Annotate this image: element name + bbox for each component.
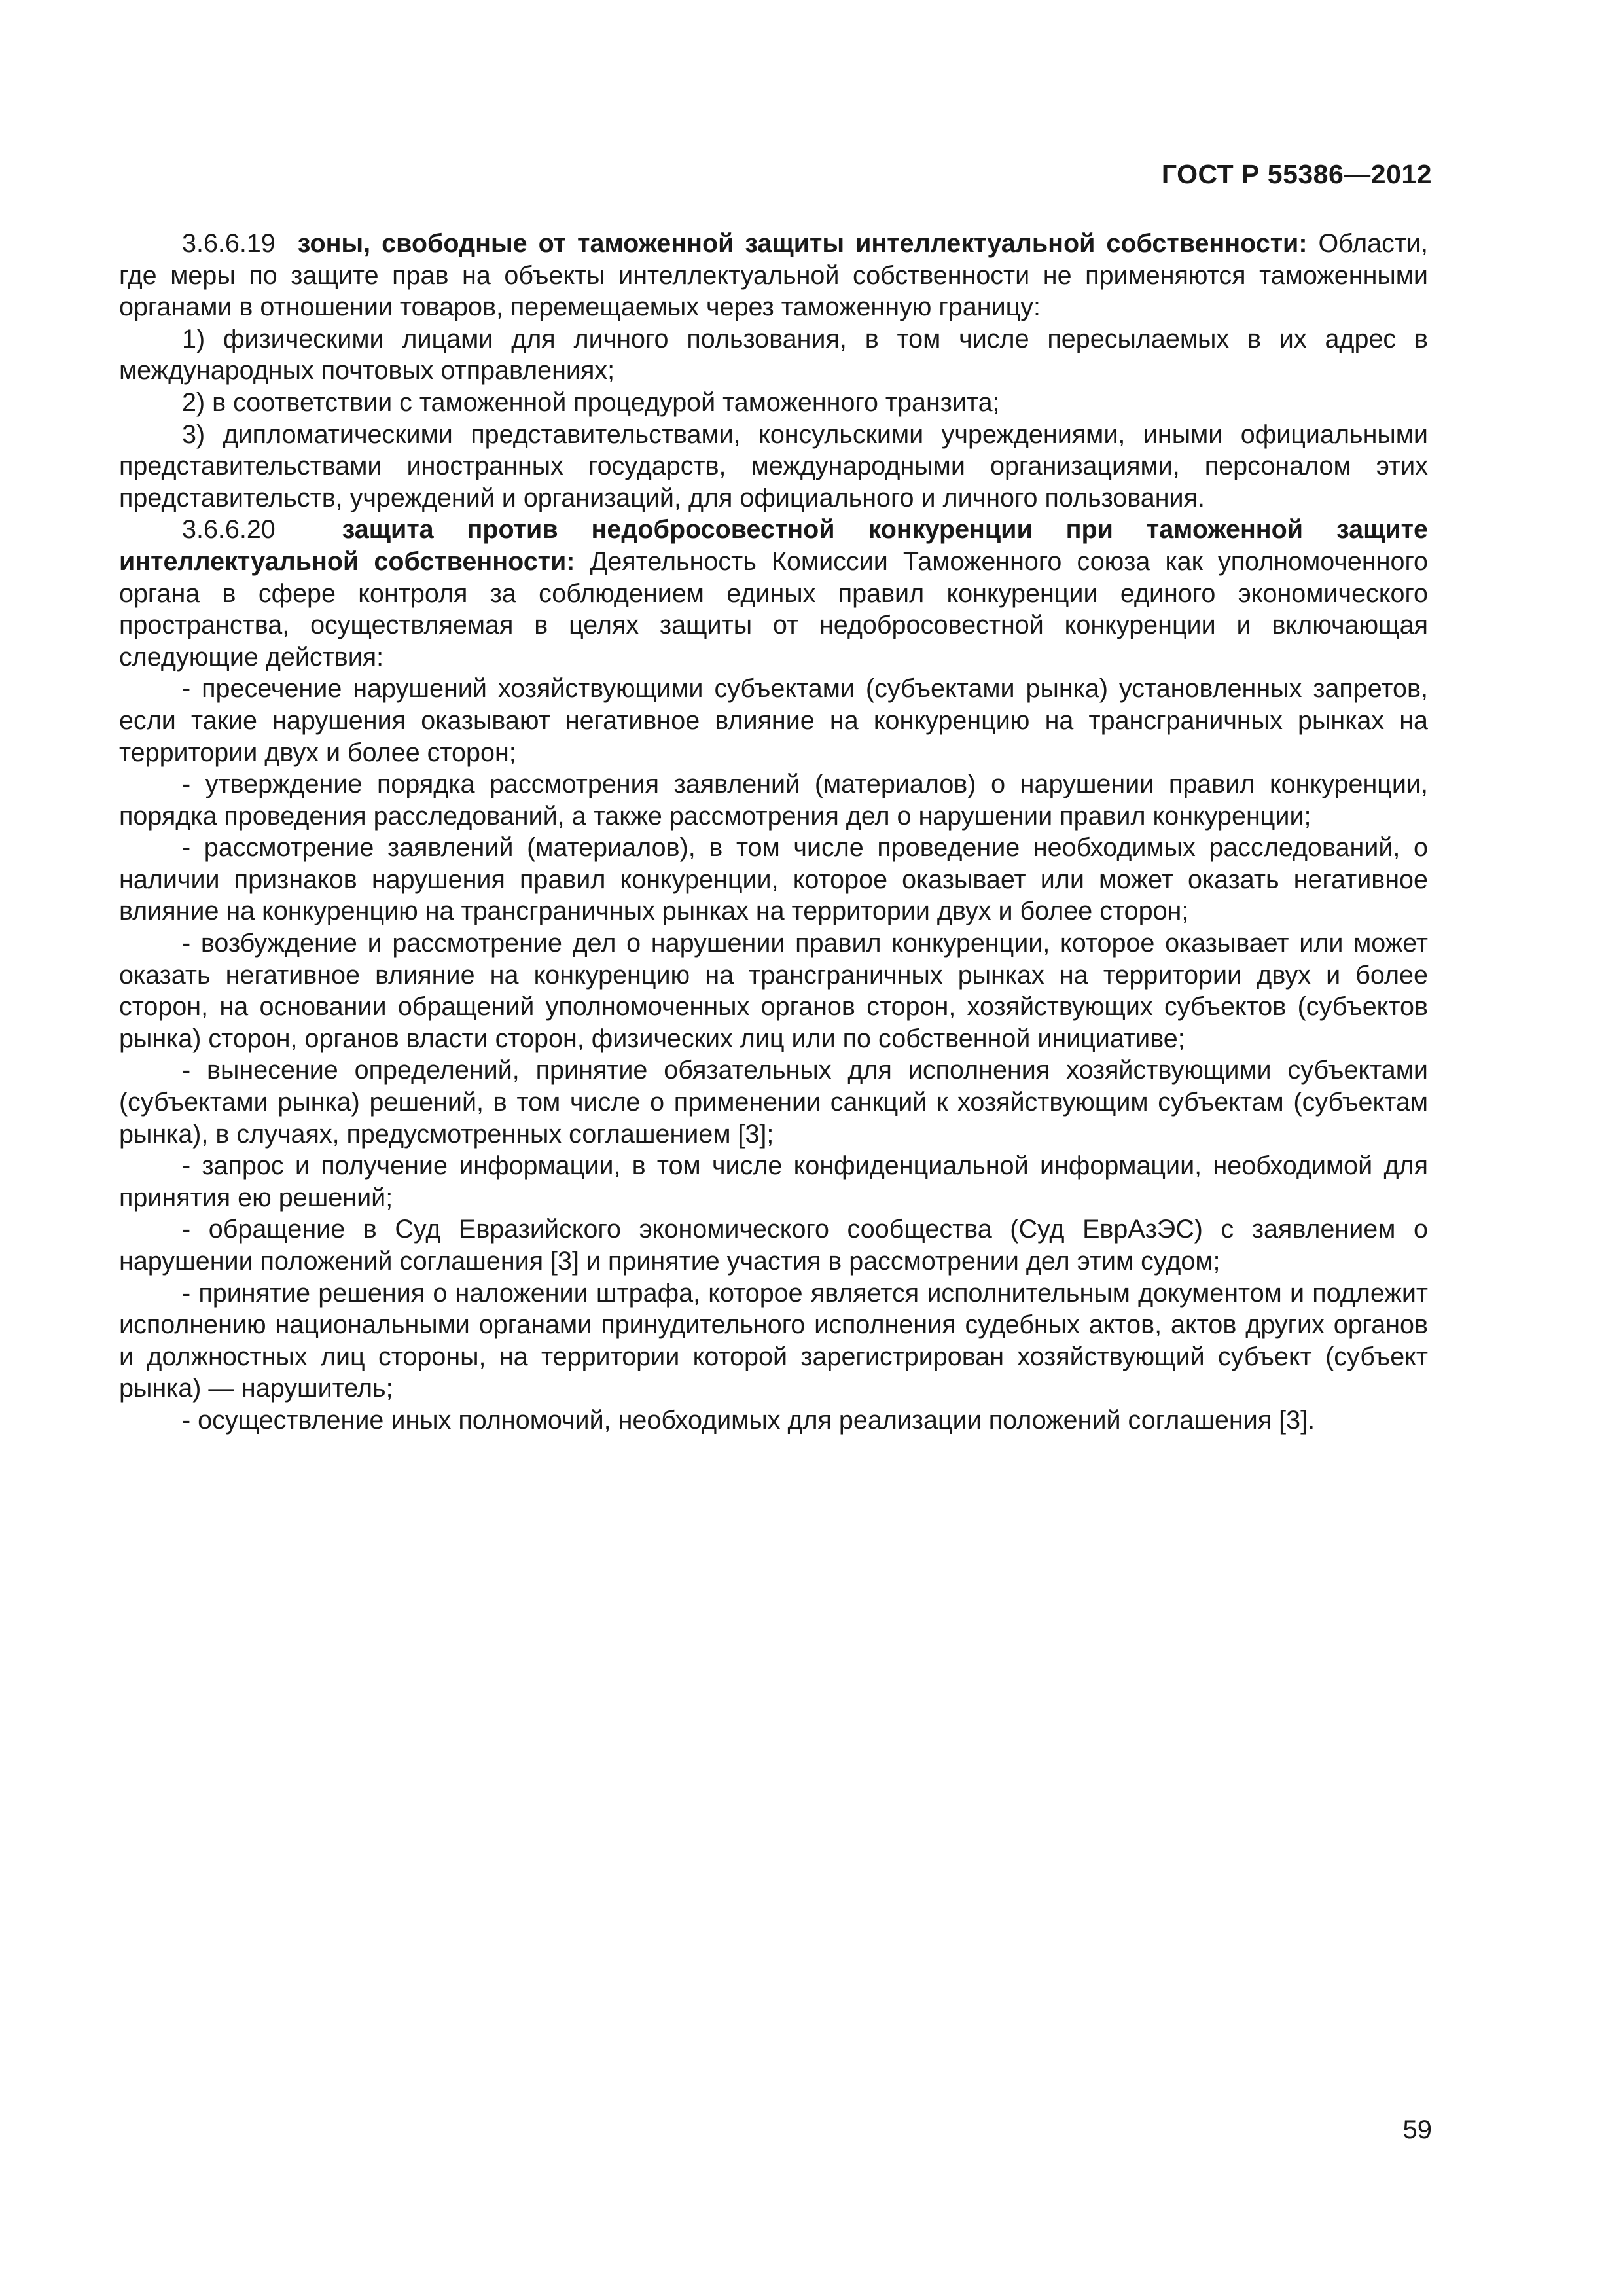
list-item: - запрос и получение информации, в том числе конфиденциальной информации, необходимой для принятия ею решений;	[119, 1151, 1428, 1212]
list-item: - осуществление иных полномочий, необходимых для реализации положений соглашения [3].	[182, 1405, 1315, 1435]
list-item: - обращение в Суд Евразийского экономического сообщества (Суд ЕврАзЭС) с заявлением о нарушении положений соглашения [3] и принятие участия в рассмотрении дел этим судом;	[119, 1215, 1428, 1276]
list-item: 3) дипломатическими представительствами, консульскими учреждениями, иными официальными представительствами иностранных государств, международными организациями, персоналом этих представительств, учреждений и организаций, для официального и личного пользования.	[119, 420, 1428, 512]
list-item: - вынесение определений, принятие обязательных для исполнения хозяйствующими субъектами (субъектами рынка) решений, в том числе о применении санкций к хозяйствующим субъектам (субъектам рынка), в случаях, предусмотренных соглашением [3];	[119, 1056, 1428, 1149]
clause-number: 3.6.6.19	[182, 229, 276, 258]
list-item: - принятие решения о наложении штрафа, которое является исполнительным документом и подлежит исполнению национальными органами принудительного исполнения судебных актов, актов других органов и должностных лиц стороны, на территории которой зарегистрирован хозяйствующий субъект (субъект рынка) — нарушитель;	[119, 1278, 1428, 1403]
list-item: - рассмотрение заявлений (материалов), в том числе проведение необходимых расследований, о наличии признаков нарушения правил конкуренции, которое оказывает или может оказать негативное влияние на конкуренцию на трансграничных рынках на территории двух и более сторон;	[119, 833, 1428, 926]
list-item: 2) в соответствии с таможенной процедурой таможенного транзита;	[182, 387, 1000, 417]
page-number: 59	[1402, 2115, 1432, 2144]
clause-term: защита против недобросовестной конкуренции при таможенной защите интеллектуальной собственности:	[119, 515, 1428, 576]
list-item: - утверждение порядка рассмотрения заявлений (материалов) о нарушении правил конкуренции, порядка проведения расследований, а также рассмотрения дел о нарушении правил конкуренции;	[119, 770, 1428, 831]
clause-3-6-6-20	[119, 514, 1428, 673]
clause-definition: Деятельность Комиссии Таможенного союза как уполномоченного органа в сфере контроля за соблюдением единых правил конкуренции единого экономического пространства, осуществляемая в целях защиты от недобросовестной конкуренции и включающая следующие действия:	[119, 547, 1428, 672]
list-item: 1) физическими лицами для личного пользования, в том числе пересылаемых в их адрес в международных почтовых отправлениях;	[119, 324, 1428, 386]
list-item: - пресечение нарушений хозяйствующими субъектами (субъектами рынка) установленных запретов, если такие нарушения оказывают негативное влияние на конкуренцию на трансграничных рынках на территории двух и более сторон;	[119, 674, 1428, 767]
clause-term: зоны, свободные от таможенной защиты интеллектуальной собственности:	[297, 229, 1308, 258]
clause-definition: Области, где меры по защите прав на объекты интеллектуальной собственности не применяются таможенными органами в отношении товаров, перемещаемых через таможенную границу:	[119, 229, 1428, 322]
document-standard-header: ГОСТ Р 55386—2012	[1161, 159, 1432, 189]
list-item: - возбуждение и рассмотрение дел о нарушении правил конкуренции, которое оказывает или может оказать негативное влияние на конкуренцию на трансграничных рынках на территории двух и более сторон, на основании обращений уполномоченных органов сторон, хозяйствующих субъектов (субъектов рынка) сторон, органов власти сторон, физических лиц или по собственной инициативе;	[119, 929, 1428, 1053]
clause-number: 3.6.6.20	[182, 515, 276, 545]
document-body	[119, 228, 1428, 1437]
clause-3-6-6-19	[119, 228, 1428, 323]
